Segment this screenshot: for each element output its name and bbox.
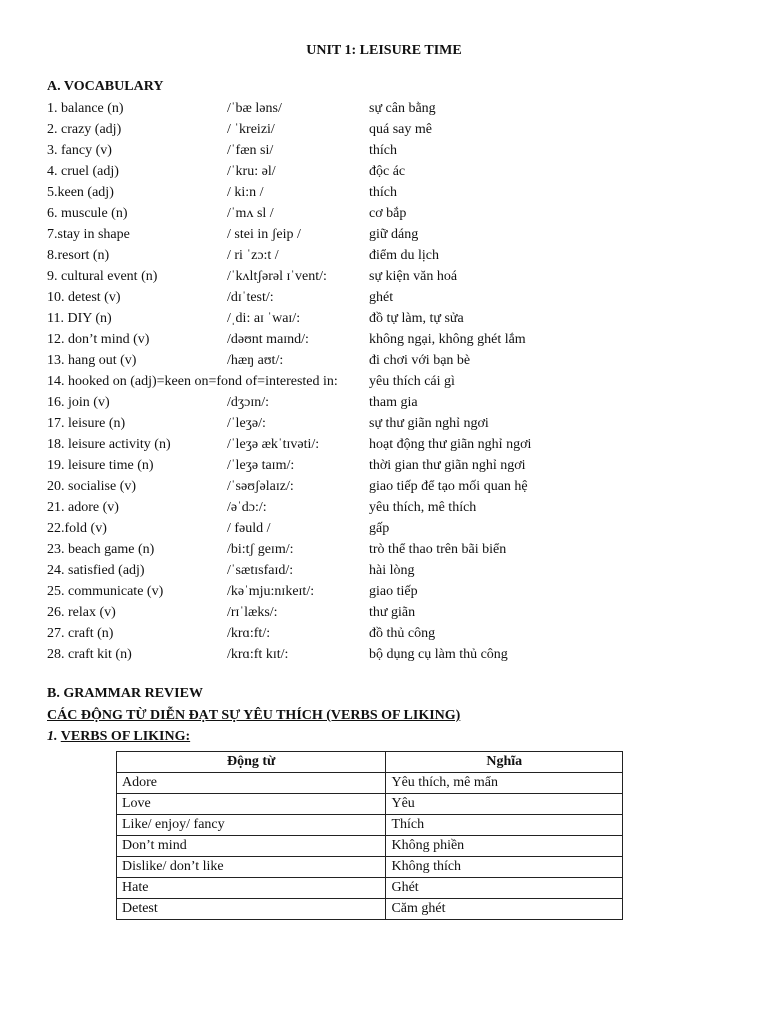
vocab-word: 24. satisfied (adj) <box>47 563 145 578</box>
vocab-word: 19. leisure time (n) <box>47 458 154 473</box>
vocab-meaning: giao tiếp <box>369 584 418 599</box>
table-row <box>117 794 623 815</box>
vocab-meaning: ghét <box>369 290 394 305</box>
vocab-word: 27. craft (n) <box>47 626 114 641</box>
table-row <box>117 836 623 857</box>
vocab-meaning: đi chơi với bạn bè <box>369 353 471 368</box>
vocab-word: 4. cruel (adj) <box>47 164 119 179</box>
vocab-meaning: sự cân bằng <box>369 101 436 116</box>
vocab-word: 11. DIY (n) <box>47 311 112 326</box>
vocab-meaning: thích <box>369 185 397 200</box>
vocab-row <box>47 329 747 350</box>
vocab-pronunciation: /dɪˈtest/: <box>227 290 274 305</box>
vocab-pronunciation: /kəˈmju:nɪkeɪt/: <box>227 584 315 599</box>
vocab-word: 26. relax (v) <box>47 605 116 620</box>
vocab-meaning: gấp <box>369 521 390 536</box>
verb-cell: Like/ enjoy/ fancy <box>117 815 386 836</box>
vocab-row <box>47 560 747 581</box>
grammar-point-heading <box>47 729 190 745</box>
verb-cell: Love <box>117 794 386 815</box>
vocab-meaning: đồ tự làm, tự sửa <box>369 311 464 326</box>
vocab-word: 17. leisure (n) <box>47 416 126 431</box>
vocab-pronunciation: / ri ˈzɔ:t / <box>227 248 279 263</box>
vocab-row <box>47 497 747 518</box>
vocab-pronunciation: /əˈdɔ:/: <box>227 500 267 515</box>
vocab-row <box>47 413 747 434</box>
column-header-verb: Động từ <box>117 752 386 773</box>
vocab-word: 1. balance (n) <box>47 101 124 116</box>
vocab-meaning: sự thư giãn nghỉ ngơi <box>369 416 489 431</box>
vocab-pronunciation: /bi:tʃ geɪm/: <box>227 542 294 557</box>
vocab-row <box>47 434 747 455</box>
verb-cell: Don’t mind <box>117 836 386 857</box>
vocab-pronunciation: / ki:n / <box>227 185 264 200</box>
vocab-pronunciation: /ˈleʒə taɪm/: <box>227 458 295 473</box>
table-row <box>117 773 623 794</box>
vocab-pronunciation: /ˈkʌltʃərəl ɪˈvent/: <box>227 269 327 284</box>
vocab-pronunciation: /krɑ:ft kɪt/: <box>227 647 289 662</box>
vocab-row <box>47 623 747 644</box>
vocab-pronunciation: /ˈsəʊʃəlaɪz/: <box>227 479 294 494</box>
vocab-meaning: đồ thủ công <box>369 626 436 641</box>
vocab-row <box>47 266 747 287</box>
vocab-word: 23. beach game (n) <box>47 542 155 557</box>
vocab-meaning: trò thể thao trên bãi biển <box>369 542 507 557</box>
grammar-subheading: CÁC ĐỘNG TỪ DIỄN ĐẠT SỰ YÊU THÍCH (VERBS OF LIKING) <box>47 708 461 723</box>
meaning-cell: Không phiền <box>386 836 623 857</box>
vocab-pronunciation: / stei in ʃeip / <box>227 227 301 242</box>
verb-cell: Adore <box>117 773 386 794</box>
vocab-meaning: thư giãn <box>369 605 416 620</box>
vocab-word: 3. fancy (v) <box>47 143 112 158</box>
vocab-meaning: yêu thích cái gì <box>369 374 455 389</box>
meaning-cell: Yêu <box>386 794 623 815</box>
vocab-meaning: điểm du lịch <box>369 248 439 263</box>
vocab-row <box>47 203 747 224</box>
table-row <box>117 878 623 899</box>
vocab-word: 16. join (v) <box>47 395 110 410</box>
vocab-pronunciation: / ˈkreizi/ <box>227 122 275 137</box>
vocab-pronunciation: /ˈfæn si/ <box>227 143 274 158</box>
meaning-cell: Yêu thích, mê mẩn <box>386 773 623 794</box>
vocab-meaning: không ngại, không ghét lắm <box>369 332 526 347</box>
vocab-row <box>47 350 747 371</box>
vocab-word: 9. cultural event (n) <box>47 269 158 284</box>
meaning-cell: Ghét <box>386 878 623 899</box>
verb-cell: Dislike/ don’t like <box>117 857 386 878</box>
vocab-row <box>47 98 747 119</box>
vocab-row <box>47 476 747 497</box>
vocab-word: 7.stay in shape <box>47 227 130 242</box>
vocab-row <box>47 371 747 392</box>
vocab-word: 28. craft kit (n) <box>47 647 132 662</box>
vocab-meaning: hài lòng <box>369 563 415 578</box>
vocab-row <box>47 602 747 623</box>
verb-cell: Detest <box>117 899 386 920</box>
verbs-of-liking-table <box>116 751 623 920</box>
vocab-row <box>47 308 747 329</box>
vocab-meaning: sự kiện văn hoá <box>369 269 458 284</box>
vocab-meaning: thích <box>369 143 397 158</box>
table-row <box>117 899 623 920</box>
table-row <box>117 815 623 836</box>
vocab-pronunciation: /ˌdi: aɪ ˈwaɪ/: <box>227 311 301 326</box>
vocab-meaning: tham gia <box>369 395 418 410</box>
vocab-meaning: thời gian thư giãn nghỉ ngơi <box>369 458 526 473</box>
table-header-row <box>117 752 623 773</box>
vocab-word: 5.keen (adj) <box>47 185 114 200</box>
vocab-meaning: hoạt động thư giãn nghỉ ngơi <box>369 437 532 452</box>
vocab-row <box>47 224 747 245</box>
vocab-row <box>47 518 747 539</box>
vocab-pronunciation: / fəuld / <box>227 521 271 536</box>
vocab-meaning: quá say mê <box>369 122 432 137</box>
vocab-word: 22.fold (v) <box>47 521 107 536</box>
vocab-word: 25. communicate (v) <box>47 584 164 599</box>
vocab-pronunciation: /dəʊnt maɪnd/: <box>227 332 309 347</box>
vocab-word: 6. muscule (n) <box>47 206 128 221</box>
vocabulary-list <box>47 98 747 665</box>
meaning-cell: Không thích <box>386 857 623 878</box>
vocab-meaning: giao tiếp để tạo mối quan hệ <box>369 479 528 494</box>
vocab-row <box>47 245 747 266</box>
vocab-row <box>47 119 747 140</box>
meaning-cell: Căm ghét <box>386 899 623 920</box>
section-a-heading: A. VOCABULARY <box>47 79 164 94</box>
table-body <box>117 773 623 920</box>
vocab-word: 12. don’t mind (v) <box>47 332 150 347</box>
vocab-meaning: độc ác <box>369 164 406 179</box>
vocab-pronunciation: /krɑ:ft/: <box>227 626 271 641</box>
vocab-row <box>47 644 747 665</box>
vocab-row <box>47 539 747 560</box>
vocab-pronunciation: /hæŋ aʊt/: <box>227 353 284 368</box>
grammar-point-label: VERBS OF LIKING: <box>60 729 191 744</box>
vocab-word: 14. hooked on (adj)=keen on=fond of=interested in: <box>47 374 338 389</box>
section-b-heading: B. GRAMMAR REVIEW <box>47 686 203 701</box>
table-row <box>117 857 623 878</box>
page-title: UNIT 1: LEISURE TIME <box>306 43 462 58</box>
vocab-pronunciation: /dʒɔɪn/: <box>227 395 269 410</box>
vocab-pronunciation: /ˈleʒə/: <box>227 416 266 431</box>
vocab-word: 10. detest (v) <box>47 290 121 305</box>
vocab-row <box>47 182 747 203</box>
vocab-word: 2. crazy (adj) <box>47 122 122 137</box>
vocab-row <box>47 581 747 602</box>
vocab-row <box>47 287 747 308</box>
vocab-pronunciation: /ˈmʌ sl / <box>227 206 274 221</box>
vocab-pronunciation: /ˈsætɪsfaɪd/: <box>227 563 294 578</box>
vocab-row <box>47 161 747 182</box>
vocab-word: 20. socialise (v) <box>47 479 137 494</box>
vocab-pronunciation: /ˈkru: əl/ <box>227 164 276 179</box>
vocab-word: 8.resort (n) <box>47 248 110 263</box>
vocab-word: 18. leisure activity (n) <box>47 437 171 452</box>
vocab-row <box>47 392 747 413</box>
vocab-meaning: yêu thích, mê thích <box>369 500 477 515</box>
vocab-meaning: giữ dáng <box>369 227 419 242</box>
vocab-word: 21. adore (v) <box>47 500 119 515</box>
vocab-row <box>47 455 747 476</box>
column-header-meaning: Nghĩa <box>386 752 623 773</box>
grammar-point-number: 1. <box>47 729 58 744</box>
verb-cell: Hate <box>117 878 386 899</box>
vocab-meaning: bộ dụng cụ làm thủ công <box>369 647 508 662</box>
vocab-word: 13. hang out (v) <box>47 353 137 368</box>
vocab-row <box>47 140 747 161</box>
vocab-meaning: cơ bắp <box>369 206 407 221</box>
vocab-pronunciation: /rɪˈlæks/: <box>227 605 278 620</box>
vocab-pronunciation: /ˈleʒə ækˈtɪvəti/: <box>227 437 320 452</box>
meaning-cell: Thích <box>386 815 623 836</box>
vocab-pronunciation: /ˈbæ ləns/ <box>227 101 282 116</box>
